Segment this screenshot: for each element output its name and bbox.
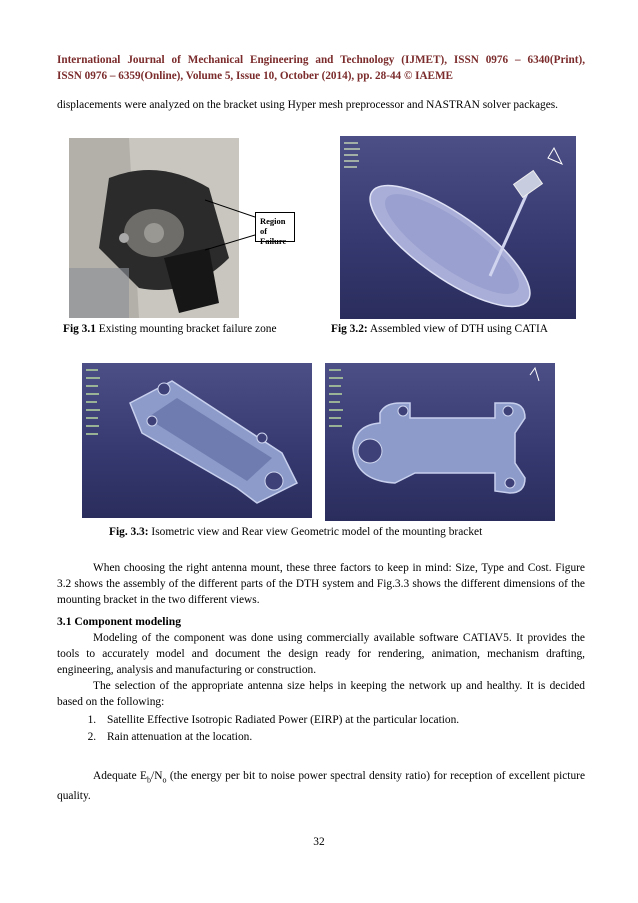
region-of-failure-callout: [255, 212, 295, 246]
fig-3-2-caption: [331, 322, 548, 336]
isometric-bracket-drawing: [82, 363, 312, 518]
section-heading: 3.1 Component modeling: [57, 615, 181, 628]
antenna-size-paragraph: The selection of the appropriate antenna size helps in keeping the network up and healthy. It is decided based on the following:: [57, 680, 585, 708]
fig-3-3-caption: [109, 525, 482, 539]
mount-factors-paragraph: When choosing the right antenna mount, these three factors to keep in mind: Size, Type and Cost. Figure 3.2 shows the assembly of the different parts of the DTH system and Fig.3.3 shows the different dimensions of the mounting bracket in the two different views.: [57, 562, 585, 606]
journal-header: [57, 52, 585, 84]
dth-assembly-drawing: [340, 136, 576, 319]
intro-paragraph: displacements were analyzed on the bracket using Hyper mesh preprocessor and NASTRAN solver packages.: [57, 99, 559, 111]
eb-subscript-b: b: [147, 775, 152, 785]
isometric-view-render: [82, 363, 312, 518]
fig-3-3-label: Fig. 3.3:: [109, 526, 149, 538]
header-line-2: ISSN 0976 – 6359(Online), Volume 5, Issue 10, October (2014), pp. 28-44 © IAEME: [57, 70, 454, 82]
eb-subscript-o: o: [162, 775, 167, 785]
eb-no-paragraph: [57, 768, 585, 804]
fig-3-2-label: Fig 3.2:: [331, 323, 368, 335]
selection-criteria-list: [57, 712, 459, 746]
fig-3-1-text: Existing mounting bracket failure zone: [95, 323, 277, 335]
page-number: 32: [313, 836, 325, 848]
fig-3-3-text: Isometric view and Rear view Geometric model of the mounting bracket: [148, 526, 483, 538]
eb-slash: /N: [151, 770, 163, 782]
rear-bracket-drawing: [325, 363, 555, 521]
fig-3-1-label: Fig 3.1: [63, 323, 96, 335]
list-item: 2. Rain attenuation at the location.: [99, 729, 459, 746]
list-item: 1. Satellite Effective Isotropic Radiated Power (EIRP) at the particular location.: [99, 712, 459, 729]
eb-suffix: (the energy per bit to noise power spectral density ratio) for reception of excellent picture quality.: [57, 770, 586, 803]
callout-line-1: Region of: [260, 216, 286, 236]
eb-prefix: Adequate E: [93, 770, 148, 782]
dth-assembly-render: [340, 136, 576, 319]
callout-line-2: Failure: [260, 236, 287, 246]
rear-view-render: [325, 363, 555, 521]
callout-leader-lines: [205, 195, 260, 255]
component-modeling-paragraph: Modeling of the component was done using commercially available software CATIAV5. It provides the tools to accurately model and document the design ready for rendering, animation, mechanism drafting, engineering, analysis and manufacturing or construction.: [57, 632, 585, 676]
fig-3-2-text: Assembled view of DTH using CATIA: [367, 323, 549, 335]
header-line-1: International Journal of Mechanical Engineering and Technology (IJMET), ISSN 0976 – 6340(Print),: [57, 54, 585, 66]
fig-3-1-caption: [63, 322, 277, 336]
